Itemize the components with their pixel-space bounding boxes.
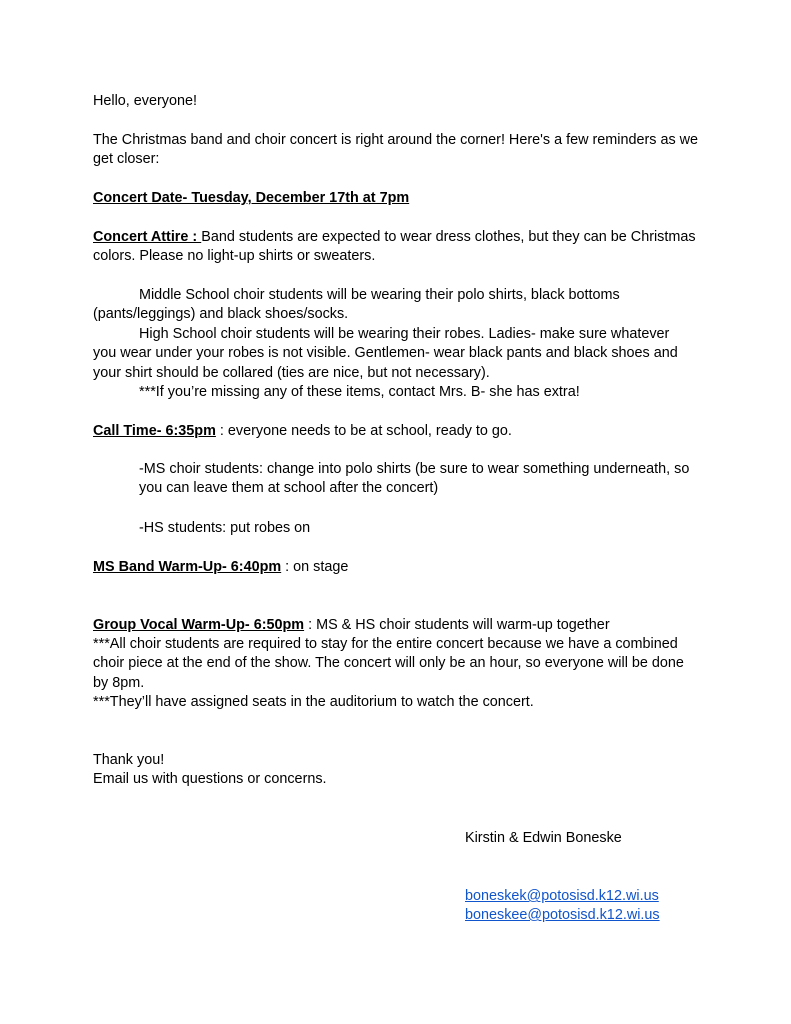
call-time-label: Call Time- 6:35pm xyxy=(93,423,216,439)
group-vocal-text: : MS & HS choir students will warm-up together xyxy=(304,617,610,633)
concert-date-heading: Concert Date- Tuesday, December 17th at 7pm xyxy=(93,190,410,206)
hs-call-note: -HS students: put robes on xyxy=(139,520,311,536)
thanks-line: Thank you! xyxy=(93,752,165,768)
ms-band-text: : on stage xyxy=(281,559,349,575)
call-time-line xyxy=(93,422,713,441)
attire-text: Band students are expected to wear dress clothes, but they can be Christmas colors. Please no light-up shirts or sweaters. xyxy=(93,229,696,265)
group-vocal-label: Group Vocal Warm-Up- 6:50pm xyxy=(93,617,305,633)
assigned-seats-note: ***They’ll have assigned seats in the auditorium to watch the concert. xyxy=(93,694,534,710)
email-link-edwin[interactable]: boneskee@potosisd.k12.wi.us xyxy=(465,907,660,923)
email-us-line: Email us with questions or concerns. xyxy=(93,771,327,787)
ms-band-line xyxy=(93,558,713,577)
attire-paragraph xyxy=(93,228,703,267)
signature-email-1-line xyxy=(465,887,659,906)
email-link-kirstin[interactable]: boneskek@potosisd.k12.wi.us xyxy=(465,888,659,904)
attire-label: Concert Attire : xyxy=(93,229,202,245)
missing-items-note: ***If you’re missing any of these items, contact Mrs. B- she has extra! xyxy=(139,384,580,400)
ms-choir-call-note: -MS choir students: change into polo shirts (be sure to wear something underneath, so you can leave them at school after the concert) xyxy=(139,461,690,497)
call-time-text: : everyone needs to be at school, ready to go. xyxy=(215,423,512,439)
signature-names: Kirstin & Edwin Boneske xyxy=(465,830,622,846)
group-vocal-line xyxy=(93,616,713,635)
signature-email-2-line xyxy=(465,906,660,925)
intro-paragraph: The Christmas band and choir concert is right around the corner! Here's a few reminders as we get closer: xyxy=(93,132,699,168)
greeting: Hello, everyone! xyxy=(93,93,197,109)
choir-stay-note: ***All choir students are required to stay for the entire concert because we have a combined choir piece at the end of the show. The concert will only be an hour, so everyone will be done by 8pm. xyxy=(93,636,684,691)
ms-band-label: MS Band Warm-Up- 6:40pm xyxy=(93,559,282,575)
hs-choir-attire: High School choir students will be wearing their robes. Ladies- make sure whatever you wear under your robes is not visible. Gentlemen- wear black pants and black shoes and your shirt should be collared (ties are nice, but not necessary). xyxy=(93,326,678,381)
ms-choir-attire: Middle School choir students will be wearing their polo shirts, black bottoms (pants/leggings) and black shoes/socks. xyxy=(93,287,620,323)
